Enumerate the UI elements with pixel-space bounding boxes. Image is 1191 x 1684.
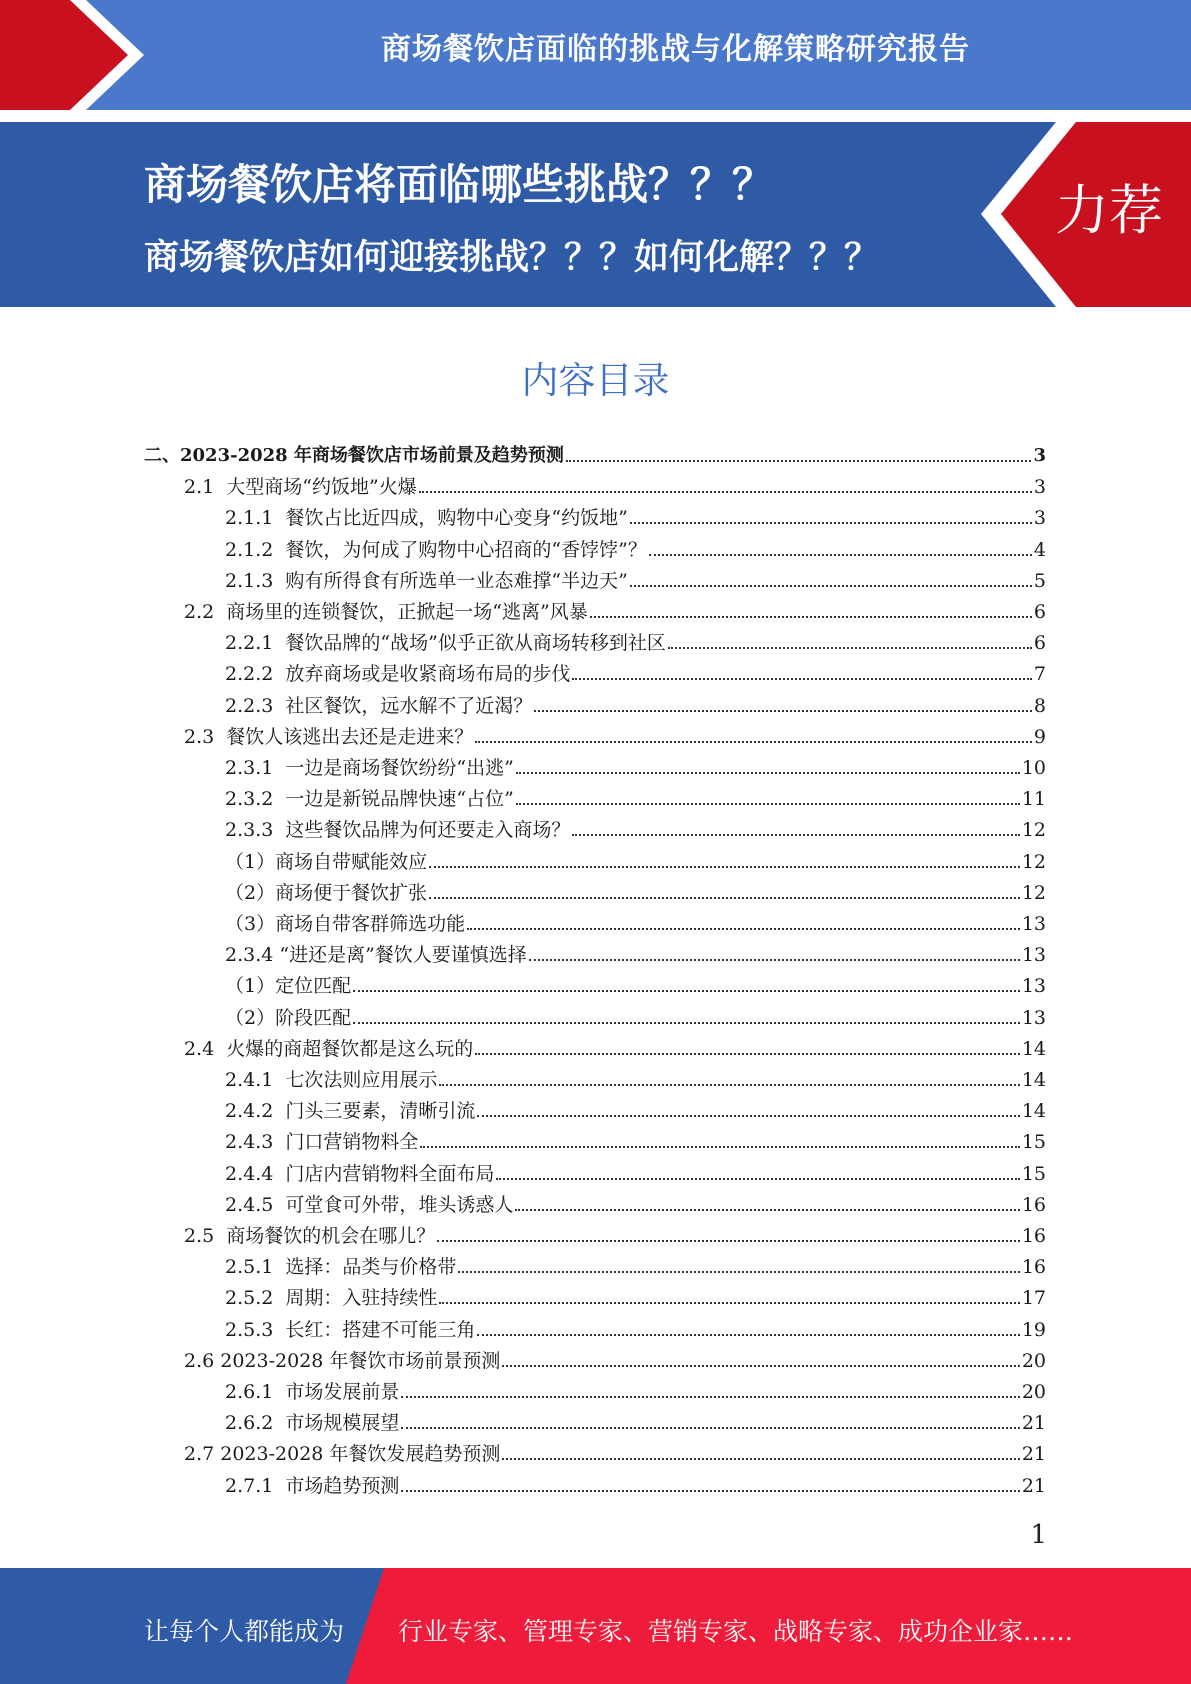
- toc-entry-page: 12: [1021, 850, 1046, 873]
- toc-leader-dots: [515, 1209, 1019, 1211]
- toc-entry[interactable]: [184, 1434, 1046, 1465]
- toc-entry-label: 2.3.4 “进还是离”餐饮人要谨慎选择: [225, 944, 527, 967]
- toc-entry-page: 21: [1021, 1474, 1046, 1497]
- toc-leader-dots: [496, 1178, 1019, 1180]
- toc-entry-page: 14: [1021, 1100, 1046, 1123]
- toc-entry-label: 2.4.5 可堂食可外带，堆头诱惑人: [225, 1193, 514, 1216]
- toc-entry-page: 14: [1021, 1037, 1046, 1060]
- toc-entry[interactable]: [184, 1029, 1046, 1060]
- toc-leader-dots: [572, 834, 1019, 836]
- toc-leader-dots: [566, 460, 1032, 462]
- toc-entry-label: 2.2 商场里的连锁餐饮，正掀起一场“逃离”风暴: [184, 601, 588, 623]
- toc-entry-label: （3）商场自带客群筛选功能: [225, 913, 466, 935]
- toc-entry[interactable]: [225, 935, 1046, 966]
- toc-entry-page: 13: [1021, 913, 1046, 935]
- toc-entry-label: 2.5.3 长红：搭建不可能三角: [225, 1318, 476, 1341]
- toc-entry-label: 2.4.1 七次法则应用展示: [225, 1069, 438, 1091]
- toc-entry[interactable]: [184, 1216, 1046, 1247]
- toc-leader-dots: [572, 678, 1031, 680]
- toc-entry[interactable]: [225, 810, 1046, 841]
- toc-entry-page: 3: [1033, 445, 1046, 466]
- toc-leader-dots: [458, 1271, 1019, 1273]
- toc-entry-page: 10: [1021, 757, 1046, 779]
- toc-entry-label: （2）商场便于餐饮扩张: [225, 881, 428, 904]
- toc-entry-label: 2.3.3 这些餐饮品牌为何还要走入商场？: [225, 819, 571, 842]
- toc-leader-dots: [502, 1458, 1019, 1460]
- toc-entry[interactable]: [225, 623, 1046, 654]
- toc-entry-label: 2.2.1 餐饮品牌的“战场”似乎正欲从商场转移到社区: [225, 632, 666, 655]
- toc-leader-dots: [429, 897, 1020, 899]
- toc-leader-dots: [590, 616, 1032, 618]
- toc-leader-dots: [475, 1053, 1020, 1055]
- toc-leader-dots: [353, 1022, 1020, 1024]
- toc-entry-label: 2.4 火爆的商超餐饮都是这么玩的: [184, 1037, 474, 1060]
- toc-entry-label: 2.7.1 市场趋势预测: [225, 1474, 400, 1497]
- toc-entry-page: 21: [1021, 1412, 1046, 1435]
- toc-leader-dots: [529, 959, 1020, 961]
- toc-entry-label: 2.6 2023-2028 年餐饮市场前景预测: [184, 1349, 501, 1372]
- toc-leader-dots: [477, 1115, 1019, 1117]
- toc-leader-dots: [401, 1490, 1019, 1492]
- toc-entry[interactable]: [225, 1278, 1046, 1309]
- toc-leader-dots: [439, 1084, 1019, 1086]
- toc-entry-page: 20: [1021, 1349, 1046, 1372]
- toc-entry[interactable]: [144, 436, 1046, 467]
- toc-leader-dots: [467, 928, 1020, 930]
- toc-leader-dots: [420, 1146, 1019, 1148]
- toc-entry-label: 2.6.1 市场发展前景: [225, 1381, 400, 1403]
- toc-leader-dots: [649, 554, 1032, 556]
- report-title: 商场餐饮店面临的挑战与化解策略研究报告: [381, 32, 970, 67]
- toc-leader-dots: [439, 1302, 1019, 1304]
- toc-leader-dots: [401, 1396, 1019, 1398]
- toc-entry-page: 11: [1021, 788, 1046, 811]
- toc-entry[interactable]: [225, 779, 1046, 810]
- toc-entry-page: 16: [1021, 1225, 1046, 1247]
- footer-slogan: 行业专家、管理专家、营销专家、战略专家、成功企业家……: [398, 1617, 1074, 1646]
- toc-entry-page: 8: [1033, 694, 1046, 717]
- toc-entry-label: 二、2023-2028 年商场餐饮店市场前景及趋势预测: [144, 445, 564, 466]
- toc-entry[interactable]: [225, 1185, 1046, 1216]
- toc-leader-dots: [401, 1427, 1019, 1429]
- toc-entry[interactable]: [225, 1091, 1046, 1122]
- toc-entry[interactable]: [225, 904, 1046, 935]
- toc-entry-page: 12: [1021, 819, 1046, 842]
- toc-entry-page: 3: [1033, 507, 1046, 530]
- toc-entry[interactable]: [225, 873, 1046, 904]
- hero-question-2: 商场餐饮店如何迎接挑战？？？如何化解？？？: [144, 238, 880, 278]
- hero-question-1: 商场餐饮店将面临哪些挑战？？？: [144, 160, 775, 209]
- toc-entry[interactable]: [225, 748, 1046, 779]
- toc-entry-page: 15: [1021, 1162, 1046, 1185]
- toc-entry[interactable]: [184, 1341, 1046, 1372]
- toc-entry-label: 2.6.2 市场规模展望: [225, 1412, 400, 1435]
- toc-entry-page: 20: [1021, 1381, 1046, 1403]
- toc-entry-page: 16: [1021, 1193, 1046, 1216]
- toc-entry-label: （1）定位匹配: [225, 975, 352, 998]
- toc-entry[interactable]: [225, 1310, 1046, 1341]
- toc-entry[interactable]: [184, 592, 1046, 623]
- toc-entry-page: 15: [1021, 1131, 1046, 1154]
- toc-entry[interactable]: [225, 1154, 1046, 1185]
- toc-entry-page: 5: [1033, 569, 1046, 592]
- toc-entry-label: 2.1 大型商场“约饭地”火爆: [184, 476, 417, 499]
- toc-entry[interactable]: [225, 1122, 1046, 1153]
- toc-leader-dots: [516, 772, 1020, 774]
- toc-leader-dots: [668, 647, 1032, 649]
- toc-leader-dots: [419, 491, 1032, 493]
- toc-entry-label: 2.3.2 一边是新锐品牌快速“占位”: [225, 788, 514, 811]
- toc-entry-label: （2）阶段匹配: [225, 1006, 352, 1029]
- toc-entry-page: 4: [1033, 538, 1046, 561]
- toc-entry-page: 6: [1033, 632, 1046, 655]
- toc-leader-dots: [534, 710, 1031, 712]
- toc-entry[interactable]: [225, 1060, 1046, 1091]
- toc-entry-page: 19: [1021, 1318, 1046, 1341]
- toc-leader-dots: [502, 1365, 1019, 1367]
- toc-entry-page: 13: [1021, 975, 1046, 998]
- toc-entry-label: 2.1.2 餐饮，为何成了购物中心招商的“香饽饽”？: [225, 538, 647, 561]
- toc-entry-label: 2.5 商场餐饮的机会在哪儿？: [184, 1225, 436, 1247]
- toc-entry[interactable]: [184, 717, 1046, 748]
- toc-entry[interactable]: [225, 1466, 1046, 1497]
- toc-entry-page: 7: [1033, 663, 1046, 686]
- toc-entry[interactable]: [225, 1403, 1046, 1434]
- page-number: 1: [1030, 1520, 1047, 1550]
- toc-entry-label: 2.4.2 门头三要素，清晰引流: [225, 1100, 476, 1123]
- toc-leader-dots: [516, 803, 1020, 805]
- toc-entry[interactable]: [225, 686, 1046, 717]
- toc-entry-page: 12: [1021, 881, 1046, 904]
- toc-entry[interactable]: [225, 654, 1046, 685]
- toc-leader-dots: [475, 741, 1032, 743]
- toc-leader-dots: [630, 522, 1032, 524]
- toc-leader-dots: [477, 1334, 1019, 1336]
- toc-entry[interactable]: [184, 467, 1046, 498]
- toc-entry[interactable]: [225, 498, 1046, 529]
- toc-entry-label: 2.3 餐饮人该逃出去还是走进来？: [184, 725, 474, 748]
- toc-heading: 内容目录: [521, 359, 670, 402]
- toc-entry[interactable]: [225, 530, 1046, 561]
- toc-entry[interactable]: [225, 966, 1046, 997]
- toc-leader-dots: [437, 1240, 1020, 1242]
- toc-entry-page: 16: [1021, 1256, 1046, 1279]
- toc-entry-label: 2.7 2023-2028 年餐饮发展趋势预测: [184, 1443, 501, 1466]
- toc-entry-label: 2.4.3 门口营销物料全: [225, 1131, 419, 1154]
- toc-entry-page: 13: [1021, 944, 1046, 967]
- toc-entry-page: 13: [1021, 1006, 1046, 1029]
- toc-leader-dots: [353, 990, 1020, 992]
- toc-entry-label: 2.5.1 选择：品类与价格带: [225, 1256, 457, 1279]
- toc-entry-label: 2.4.4 门店内营销物料全面布局: [225, 1162, 495, 1185]
- toc-leader-dots: [429, 866, 1020, 868]
- toc-entry-label: 2.5.2 周期：入驻持续性: [225, 1287, 438, 1310]
- toc-entry-page: 17: [1021, 1287, 1046, 1310]
- toc-entry-label: 2.2.2 放弃商场或是收紧商场布局的步伐: [225, 663, 571, 686]
- hero-banner: [0, 122, 1191, 307]
- toc-entry-label: （1）商场自带赋能效应: [225, 850, 428, 873]
- toc-entry-label: 2.2.3 社区餐饮，远水解不了近渴？: [225, 694, 533, 717]
- toc-entry[interactable]: [225, 842, 1046, 873]
- toc-entry-page: 3: [1033, 476, 1046, 499]
- toc-entry-page: 9: [1033, 725, 1046, 748]
- toc-entry[interactable]: [225, 561, 1046, 592]
- toc-leader-dots: [630, 585, 1032, 587]
- footer-prefix: 让每个人都能成为: [144, 1617, 345, 1646]
- toc-entry-page: 21: [1021, 1443, 1046, 1466]
- toc-entry[interactable]: [225, 1247, 1046, 1278]
- toc-entry-label: 2.1.1 餐饮占比近四成，购物中心变身“约饭地”: [225, 507, 628, 530]
- recommend-badge: 力荐: [1055, 179, 1163, 242]
- toc-entry-label: 2.3.1 一边是商场餐饮纷纷“出逃”: [225, 757, 514, 779]
- toc-entry-label: 2.1.3 购有所得食有所选单一业态难撑“半边天”: [225, 569, 628, 592]
- toc-entry[interactable]: [225, 998, 1046, 1029]
- toc-entry-page: 14: [1021, 1069, 1046, 1091]
- toc-entry[interactable]: [225, 1372, 1046, 1403]
- toc-entry-page: 6: [1033, 601, 1046, 623]
- top-red-chevron: [0, 0, 150, 110]
